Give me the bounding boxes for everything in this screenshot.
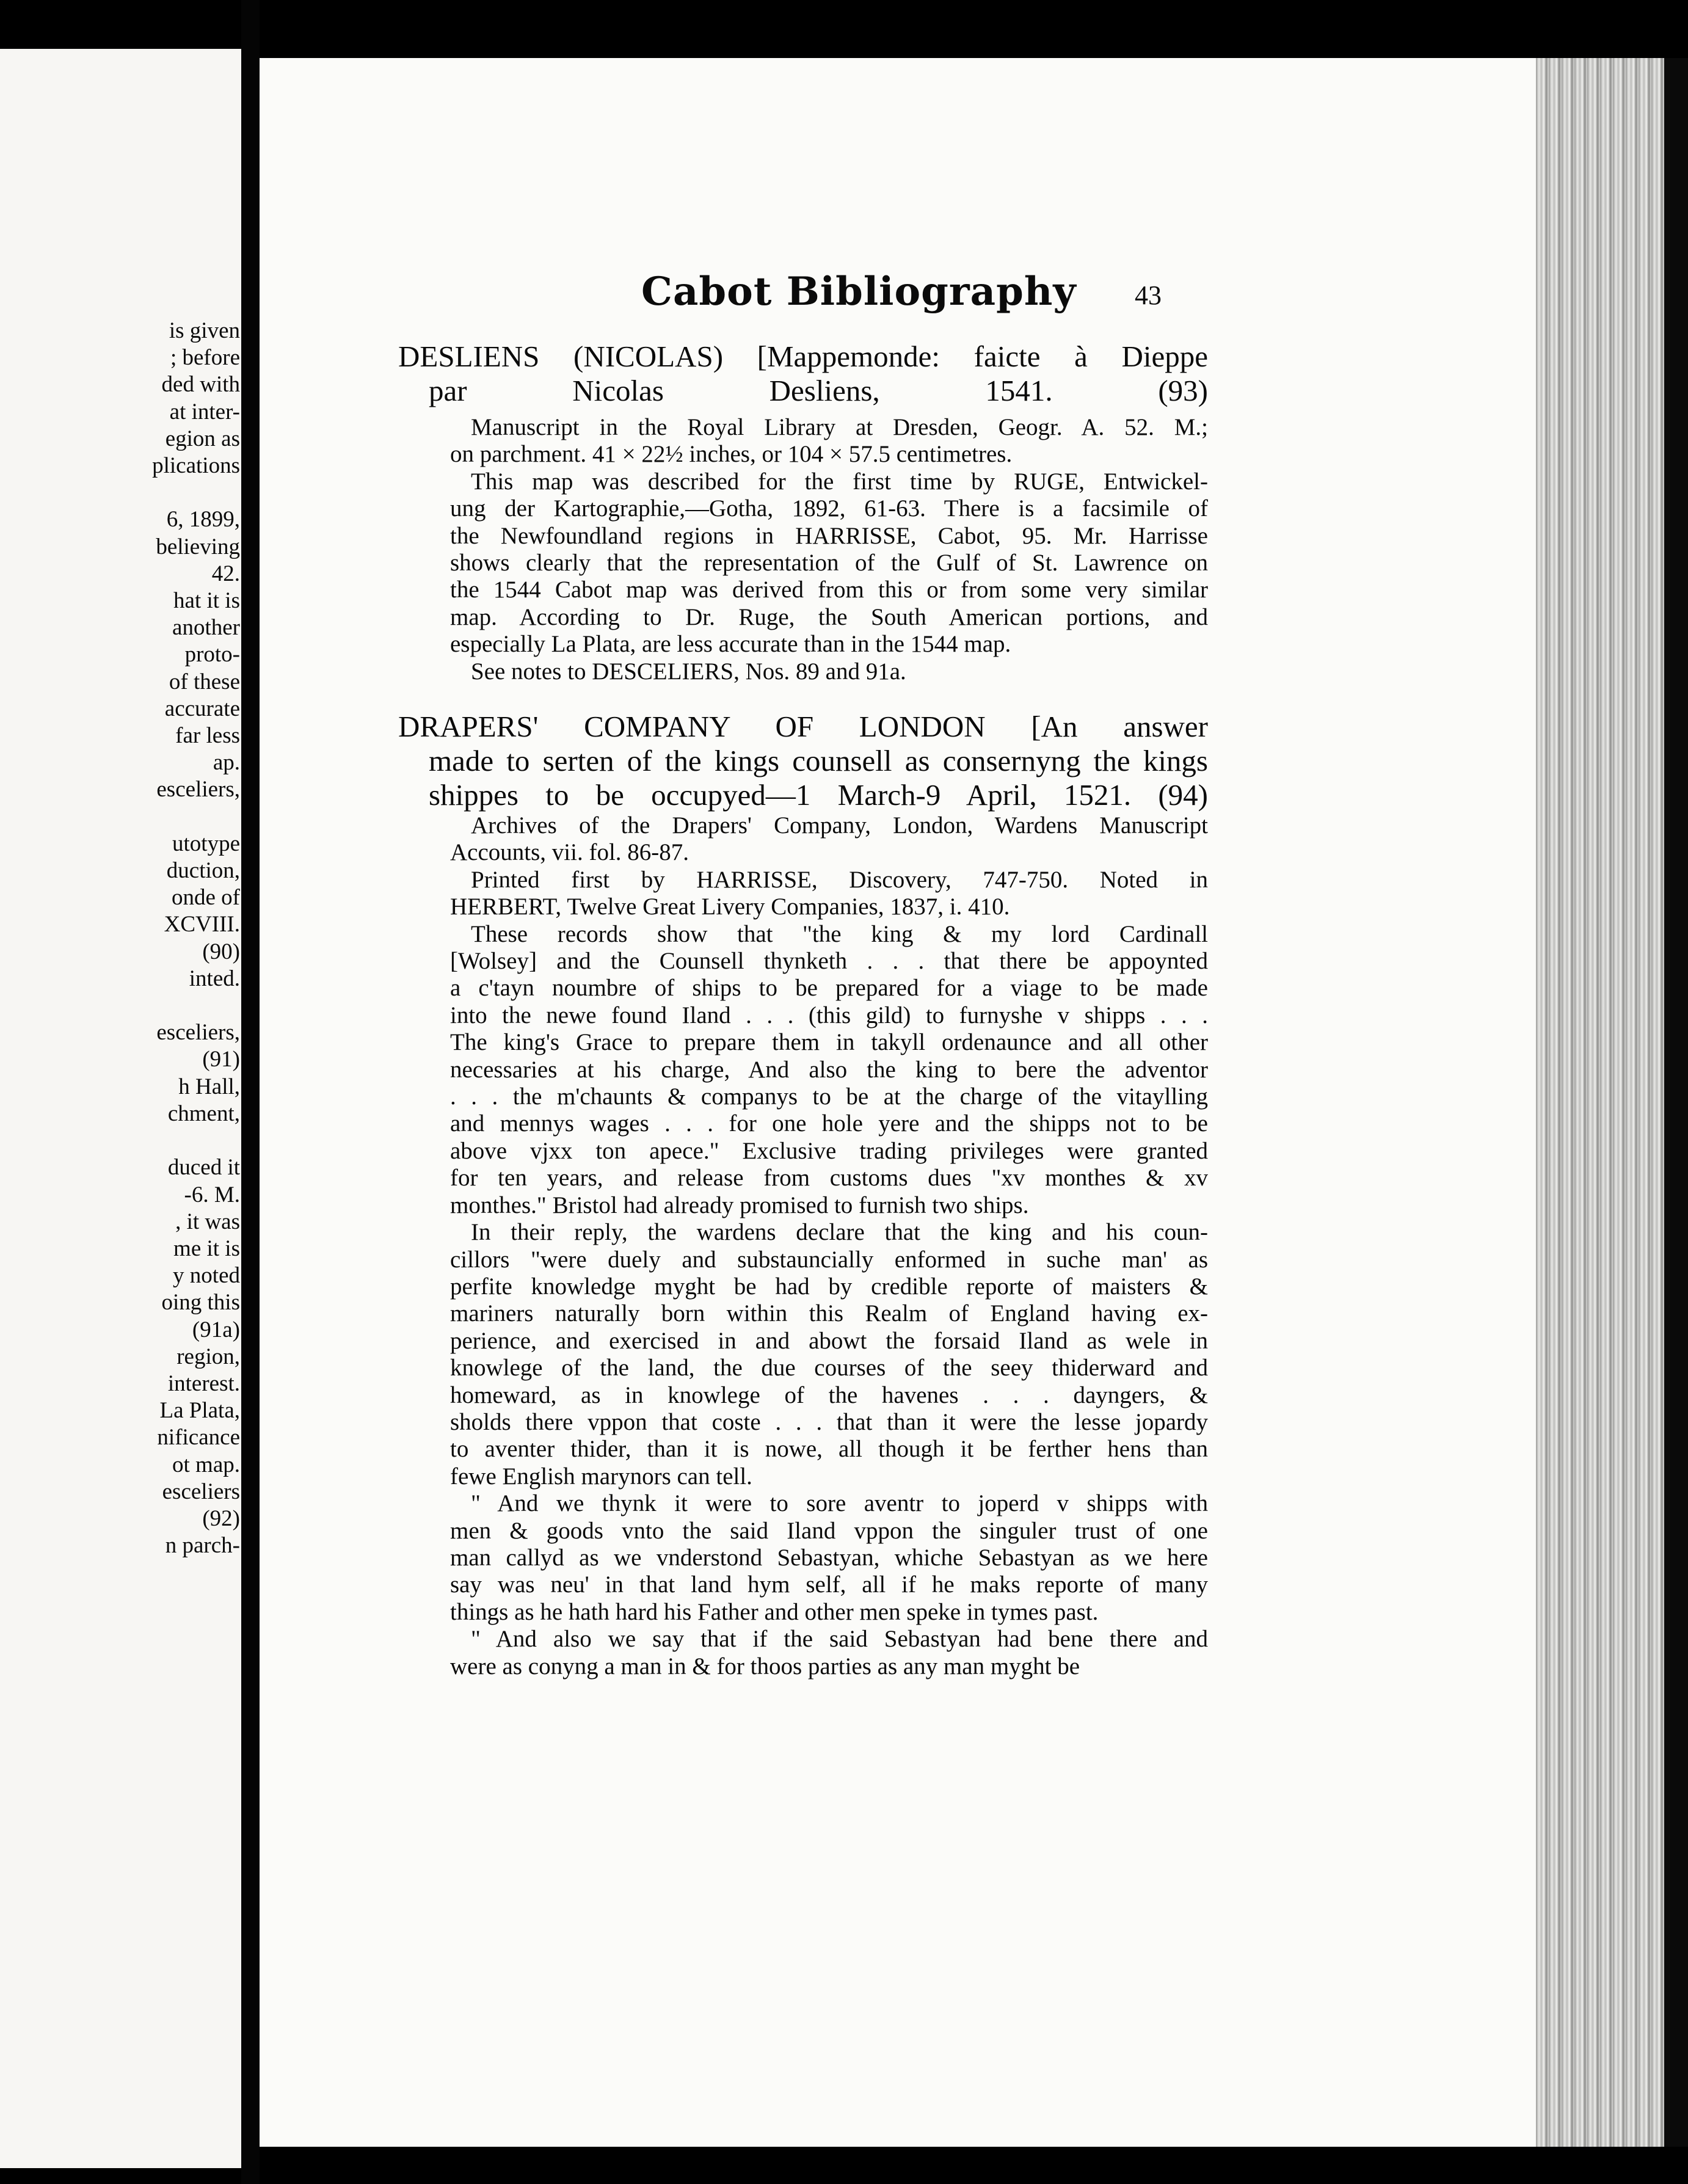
entry-heading-line: made to serten of the kings counsell as consernyng the kings [429, 744, 1208, 777]
facing-page [0, 49, 244, 2168]
body-line: Archives of the Drapers' Company, London, Wardens Manuscript [471, 812, 1208, 839]
facing-page-line: ap. [213, 750, 240, 776]
body-line: HERBERT, Twelve Great Livery Companies, 1837, i. 410. [450, 894, 1010, 920]
facing-page-line: nificance [157, 1425, 240, 1451]
facing-page-line: -6. M. [184, 1182, 240, 1207]
facing-page-line: hat it is [173, 588, 240, 614]
body-line: to aventer thider, than it is nowe, all though it be ferther hens than [450, 1436, 1208, 1463]
body-line: homeward, as in knowlege of the havenes . . . dayngers, & [450, 1381, 1208, 1408]
facing-page-line: 42. [211, 561, 240, 586]
body-line: sholds there vppon that coste . . . that than it were the lesse jopardy [450, 1408, 1208, 1435]
facing-page-line: plications [152, 453, 240, 479]
facing-page-line [0, 804, 241, 831]
facing-page-text [0, 318, 241, 1559]
facing-page-line: is given [169, 318, 240, 343]
body-line: mariners naturally born within this Realm of England having ex- [450, 1300, 1208, 1327]
body-line: were as conyng a man in & for thoos parties as any man myght be [450, 1653, 1080, 1680]
facing-page-line: me it is [173, 1236, 240, 1261]
facing-page-line: (92) [202, 1505, 240, 1531]
page-edges [1536, 58, 1664, 2147]
body-line: The king's Grace to prepare them in takyll ordenaunce and all other [450, 1029, 1208, 1056]
facing-page-line: egion as [165, 426, 240, 451]
body-line: " And also we say that if the said Sebastyan had bene there and [471, 1626, 1208, 1653]
body-line: perience, and exercised in and abowt the forsaid Iland as wele in [450, 1327, 1208, 1354]
facing-page-line: 6, 1899, [166, 507, 240, 533]
page-number: 43 [1135, 280, 1162, 310]
body-line: men & goods vnto the said Iland vppon the singuler trust of one [450, 1517, 1208, 1544]
facing-page-line: (90) [202, 939, 240, 964]
facing-page-line [0, 479, 241, 506]
body-line: the 1544 Cabot map was derived from this or from some very similar [450, 577, 1208, 603]
facing-page-line: inted. [189, 966, 240, 991]
facing-page-line: La Plata, [159, 1398, 240, 1424]
facing-page-line: esceliers, [156, 777, 240, 803]
facing-page-line: of these [169, 669, 240, 694]
facing-page-line: chment, [167, 1101, 240, 1126]
facing-page-line: region, [176, 1344, 240, 1369]
facing-page-line: ot map. [172, 1452, 240, 1477]
entry-93-body [450, 414, 1208, 685]
facing-page-line: onde of [172, 885, 240, 911]
book-gutter [241, 0, 260, 2184]
body-line: Accounts, vii. fol. 86-87. [450, 839, 689, 866]
facing-page-line: esceliers [162, 1479, 240, 1504]
body-line: say was neu' in that land hym self, all if he maks reporte of many [450, 1571, 1208, 1598]
body-line: fewe English marynors can tell. [450, 1463, 752, 1490]
facing-page-line: accurate [164, 696, 240, 721]
body-line: cillors "were duely and substauncially enformed in suche man' as [450, 1246, 1208, 1273]
entry-heading-line: DESLIENS (NICOLAS) [Mappemonde: faicte à Dieppe [398, 340, 1208, 373]
facing-page-line [0, 1127, 241, 1154]
facing-page-line: h Hall, [178, 1074, 240, 1099]
running-head: Cabot Bibliography [641, 269, 1077, 315]
body-line: man callyd as we vnderstond Sebastyan, whiche Sebastyan as we here [450, 1544, 1208, 1571]
facing-page-line: duction, [166, 858, 240, 884]
body-line: map. According to Dr. Ruge, the South American portions, and [450, 603, 1208, 630]
body-line: Manuscript in the Royal Library at Dresden, Geogr. A. 52. M.; [471, 414, 1208, 440]
facing-page-line: y noted [173, 1263, 240, 1289]
body-line: perfite knowledge myght be had by credible reporte of maisters & [450, 1273, 1208, 1300]
body-line: necessaries at his charge, And also the king to bere the adventor [450, 1056, 1208, 1083]
body-line: knowlege of the land, the due courses of the seey thiderward and [450, 1355, 1208, 1381]
body-line: These records show that "the king & my lord Cardinall [471, 920, 1208, 947]
entry-heading-line: DRAPERS' COMPANY OF LONDON [An answer [398, 710, 1208, 743]
facing-page-line: proto- [184, 642, 240, 668]
facing-page-line [0, 992, 241, 1019]
body-line: monthes." Bristol had already promised to furnish two ships. [450, 1192, 1029, 1218]
body-line: . . . the m'chaunts & companys to be at the charge of the vitaylling [450, 1083, 1208, 1110]
scan-border [1664, 58, 1688, 2147]
body-line: and mennys wages . . . for one hole yere and the shipps not to be [450, 1110, 1208, 1137]
body-line: on parchment. 41 × 22½ inches, or 104 × 57.5 centimetres. [450, 441, 1013, 468]
body-line: ung der Kartographie,—Gotha, 1892, 61-63. There is a facsimile of [450, 495, 1208, 522]
facing-page-line: oing this [161, 1290, 240, 1316]
facing-page-line: ; before [170, 345, 240, 371]
facing-page-line: n parch- [165, 1533, 240, 1559]
entry-heading-line: par Nicolas Desliens, 1541. (93) [429, 374, 1208, 407]
facing-page-line: far less [175, 723, 240, 749]
body-line: [Wolsey] and the Counsell thynketh . . . that there be appoynted [450, 948, 1208, 975]
body-line: See notes to DESCELIERS, Nos. 89 and 91a. [471, 658, 906, 685]
body-line: especially La Plata, are less accurate than in the 1544 map. [450, 631, 1011, 658]
body-line: for ten years, and release from customs dues "xv monthes & xv [450, 1165, 1208, 1192]
body-line: above vjxx ton apece." Exclusive trading privileges were granted [450, 1137, 1208, 1164]
body-line: This map was described for the first time by RUGE, Entwickel- [471, 468, 1208, 495]
facing-page-line: another [172, 615, 240, 641]
facing-page-line: (91) [202, 1047, 240, 1072]
body-line: Printed first by HARRISSE, Discovery, 747-750. Noted in [471, 866, 1208, 893]
facing-page-line: XCVIII. [164, 912, 240, 937]
facing-page-line: esceliers, [156, 1020, 240, 1046]
facing-page-line: , it was [175, 1209, 240, 1234]
body-line: a c'tayn noumbre of ships to be prepared for a viage to be made [450, 975, 1208, 1002]
facing-page-line: (91a) [192, 1317, 240, 1342]
entry-93-heading [398, 340, 1208, 408]
facing-page-line: at inter- [169, 399, 240, 424]
body-line: In their reply, the wardens declare that the king and his coun- [471, 1219, 1208, 1246]
body-line: into the newe found Iland . . . (this gild) to furnyshe v shipps . . . [450, 1002, 1208, 1028]
facing-page-line: believing [156, 534, 240, 559]
facing-page-line: interest. [167, 1370, 240, 1396]
body-line: " And we thynk it were to sore aventr to joperd v shipps with [471, 1490, 1208, 1517]
body-line: shows clearly that the representation of the Gulf of St. Lawrence on [450, 550, 1208, 577]
facing-page-line: duced it [167, 1155, 240, 1181]
facing-page-line: utotype [172, 831, 240, 856]
body-line: the Newfoundland regions in HARRISSE, Cabot, 95. Mr. Harrisse [450, 522, 1208, 549]
entry-heading-line: shippes to be occupyed—1 March-9 April, 1521. (94) [429, 778, 1208, 812]
body-line: things as he hath hard his Father and other men speke in tymes past. [450, 1598, 1099, 1625]
facing-page-line: ded with [161, 372, 240, 398]
entry-94-heading [398, 710, 1208, 812]
entry-94-body [450, 812, 1208, 1680]
